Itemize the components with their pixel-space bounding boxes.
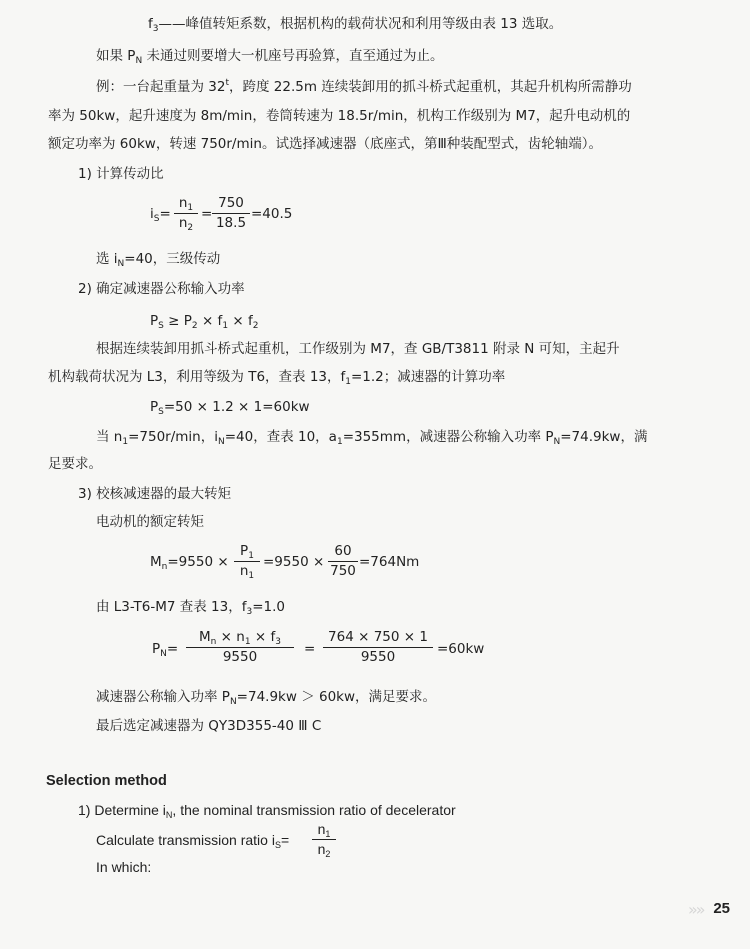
pn-result: =60kw bbox=[437, 641, 485, 657]
table10-line: 当 $n_1=750r/\min$，$i_N=40$，查表 10，$a_1=355mm$，减速器公称输入功率 $P_N=74.9kw$，满 bbox=[96, 429, 648, 447]
conclusion-line-1: 减速器公称输入功率 $P_N=74.9kw > 60kw$，满足要求。 bbox=[96, 689, 437, 707]
english-item-3: In which: bbox=[96, 859, 152, 875]
pn-lhs: $P_N=$ bbox=[152, 641, 179, 659]
pn-fraction-numeric: 764 × 750 × 1 9550 bbox=[323, 629, 433, 665]
page-number: 25 bbox=[713, 900, 730, 917]
ratio-fraction-n: $n_1$ $n_2$ bbox=[174, 195, 198, 231]
ratio-fraction-value: 750 18.5 bbox=[212, 195, 250, 231]
line-pn-note: 如果 $P_N$ 未通过则要增大一机座号再验算，直至通过为止。 bbox=[96, 48, 444, 66]
torque-fraction-p: $P_1$ $n_1$ bbox=[234, 543, 260, 579]
pn-fraction-symbolic: $M_n \times n_1 \times f_3$ 9550 bbox=[186, 629, 294, 665]
example-line-1: 例：一台起重量为 32$^t$，跨度 22.5m 连续装卸用的抓斗桥式起重机，其起升机构所需静功 bbox=[96, 78, 632, 95]
table10-line-cont: 足要求。 bbox=[48, 456, 102, 472]
power-inequality: $P_S \ge P_2 \times f_1 \times f_2$ bbox=[150, 313, 259, 331]
f3-lookup: 由 L3-T6-M7 查表 13，$f_3=1.0$ bbox=[96, 599, 286, 617]
torque-fraction-value: 60 750 bbox=[328, 543, 358, 579]
english-item-2: Calculate transmission ratio $i_S=$ bbox=[96, 832, 290, 850]
example-line-3: 额定功率为 60kw，转速 750r/min。试选择减速器（底座式，第Ⅲ种装配型式，齿轮轴端）。 bbox=[48, 136, 602, 152]
power-calculation: $P_S=50 \times 1.2 \times 1=60kw$ bbox=[150, 399, 310, 417]
english-item-1: 1) Determine $i_N$, the nominal transmission ratio of decelerator bbox=[78, 802, 456, 820]
line-f3-definition: $f_3——$峰值转矩系数，根据机构的载荷状况和利用等级由表 13 选取。 bbox=[148, 16, 563, 34]
step-3-title: 3) 校核减速器的最大转矩 bbox=[78, 486, 232, 502]
pn-eq: = bbox=[304, 641, 316, 657]
page-arrows-icon: »» bbox=[688, 900, 704, 919]
step-1-title: 1) 计算传动比 bbox=[78, 166, 164, 182]
ratio-eq: = bbox=[201, 206, 213, 222]
conclusion-line-2: 最后选定减速器为 QY3D355-40 Ⅲ C bbox=[96, 718, 322, 734]
torque-eq2: =9550 × bbox=[263, 554, 325, 570]
torque-lhs: $M_n=9550$ × bbox=[150, 554, 229, 572]
para-line-2: 机构载荷状况为 L3，利用等级为 T6，查表 13，$f_1=1.2$；减速器的计算功率 bbox=[48, 369, 506, 387]
ratio-lhs: $i_S=$ bbox=[150, 206, 171, 224]
english-ratio-fraction: $n_1$ $n_2$ bbox=[312, 821, 336, 857]
selection-ratio: 选 $i_N=40$，三级传动 bbox=[96, 251, 221, 269]
example-line-2: 率为 50kw，起升速度为 8m/min，卷筒转速为 18.5r/min，机构工作级别为 M7，起升电动机的 bbox=[48, 108, 631, 124]
torque-result: =764Nm bbox=[359, 554, 420, 570]
section-heading: Selection method bbox=[46, 773, 167, 789]
ratio-result: =40.5 bbox=[251, 206, 293, 222]
step-2-title: 2) 确定减速器公称输入功率 bbox=[78, 281, 245, 297]
para-line-1: 根据连续装卸用抓斗桥式起重机，工作级别为 M7，查 GB/T3811 附录 N 可知，主起升 bbox=[96, 341, 620, 357]
rated-torque-label: 电动机的额定转矩 bbox=[96, 514, 204, 530]
